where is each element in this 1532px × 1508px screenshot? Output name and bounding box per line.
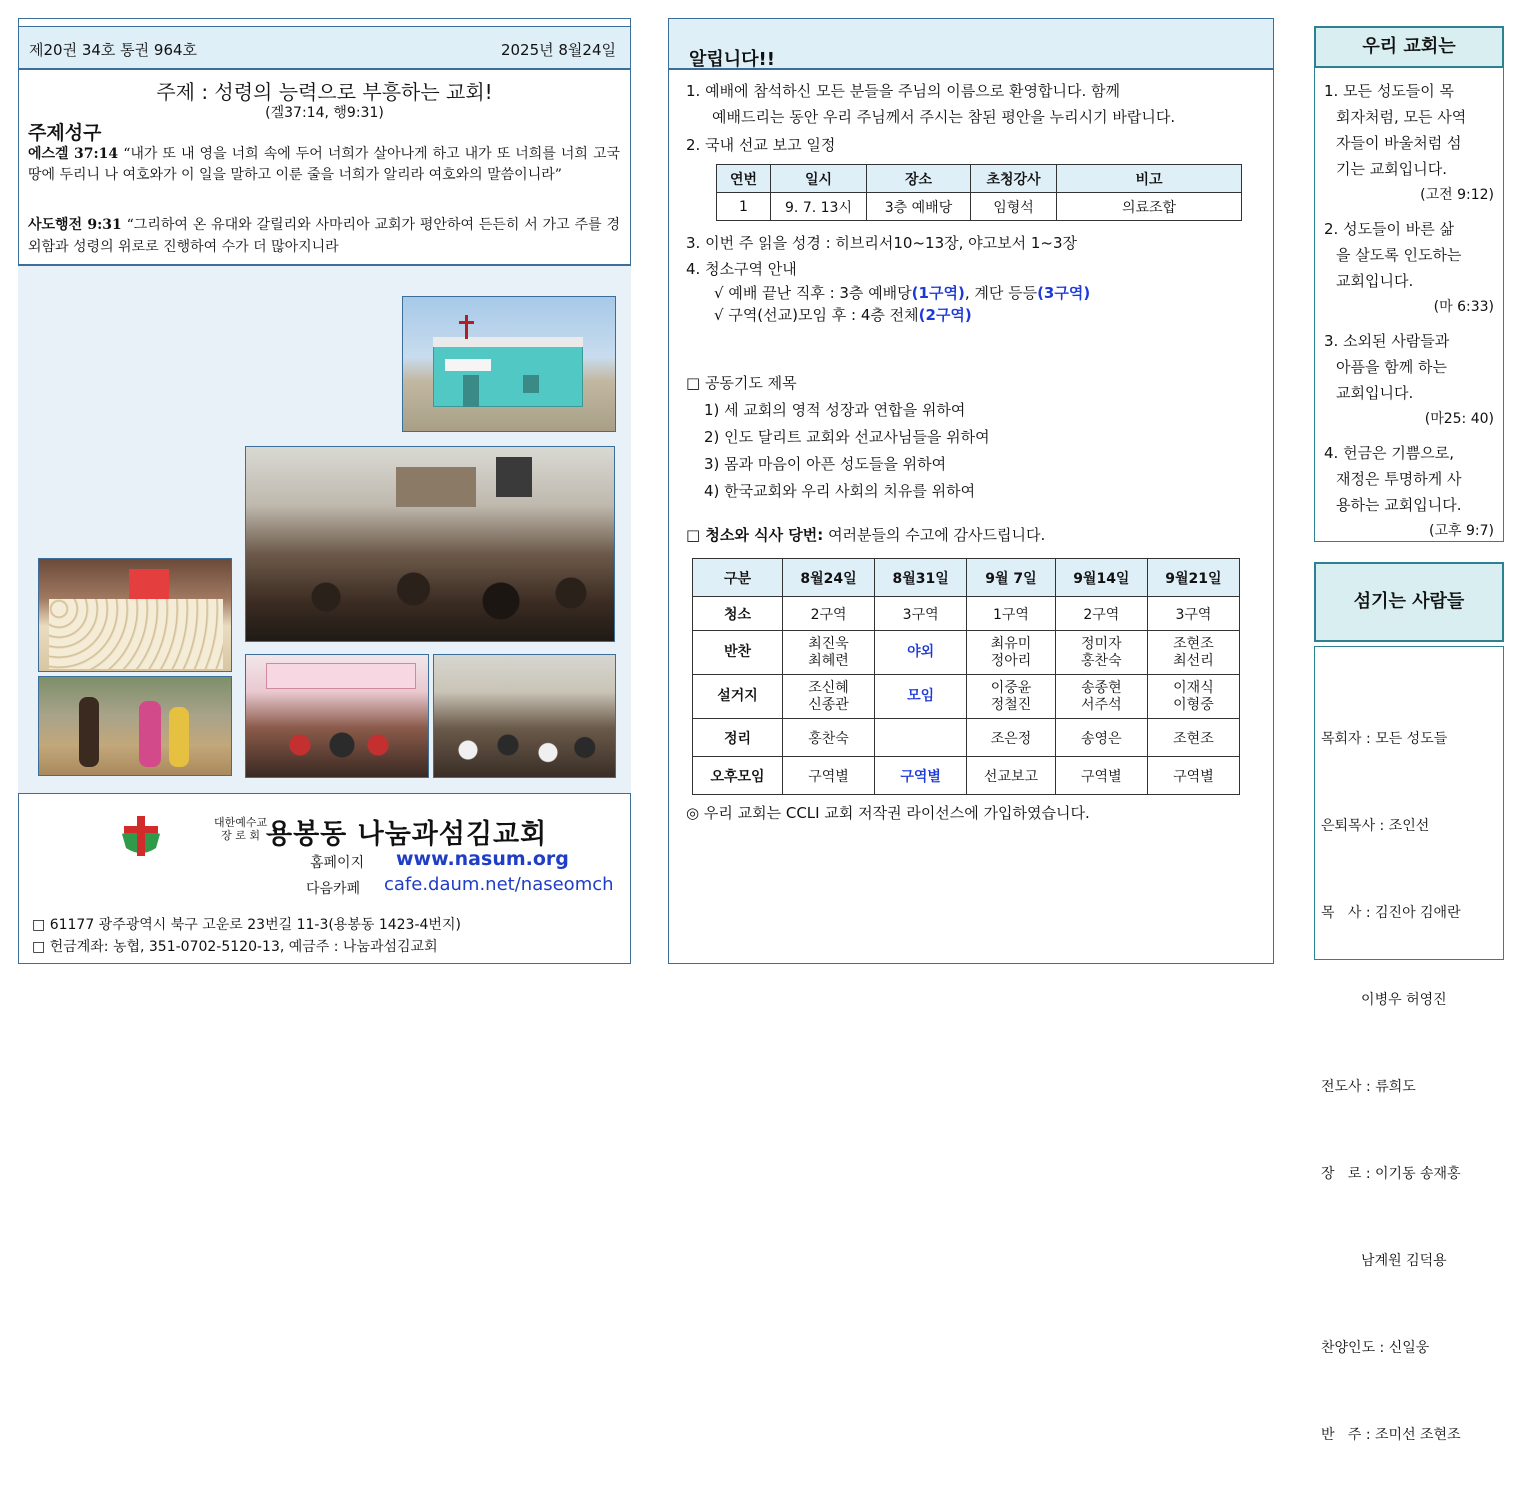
item-1-line-4: 기는 교회입니다.: [1336, 160, 1447, 178]
duty-roster-table: [692, 558, 1240, 795]
duty-cell: 구역별: [875, 757, 967, 795]
list-item: 3) 몸과 마음이 아픈 성도들을 위하여: [704, 455, 947, 473]
table-row: [693, 757, 1240, 795]
list-item: 장 로 : 이기동 송재홍: [1321, 1166, 1461, 1182]
item-4-line-1: 4. 헌금은 기쁨으로,: [1324, 444, 1455, 462]
denomination-line-2: 장 로 회: [221, 829, 260, 842]
outreach-photo: [38, 676, 232, 776]
item-2-line-2: 을 살도록 인도하는: [1336, 246, 1462, 264]
table-row: [693, 597, 1240, 631]
our-church-header: [1314, 26, 1504, 68]
prayer-title: □ 공동기도 제목: [686, 374, 797, 392]
duty-cell: 구역별: [1147, 757, 1239, 795]
duty-cell: 모임: [875, 675, 967, 719]
duty-cell: 조신혜 신종관: [783, 675, 875, 719]
homepage-label: 홈페이지: [310, 855, 365, 871]
issue-header: [18, 26, 631, 70]
duty-cell: 송영은: [1055, 719, 1147, 757]
prayer-section: [686, 370, 1256, 505]
duty-cell: 야외: [875, 631, 967, 675]
notice-1-line-2: 예배드리는 동안 우리 주님께서 주시는 참된 평안을 누리시기 바랍니다.: [712, 108, 1176, 126]
table-row: [717, 193, 1242, 221]
notice-3-4: [686, 230, 1256, 326]
cafe-label: 다음카페: [306, 881, 361, 897]
mission-header-cell: 일시: [771, 165, 867, 193]
duty-table-header: [693, 559, 1240, 597]
list-item: [1324, 328, 1494, 432]
list-item: 반 주 : 조미선 조현조: [1321, 1427, 1461, 1443]
duty-cell: 홍찬숙: [783, 719, 875, 757]
item-3-ref: (마25: 40): [1424, 411, 1494, 427]
duty-cell: 최유미 정아리: [967, 631, 1056, 675]
duty-header-cell: 9월14일: [1055, 559, 1147, 597]
duty-cell: 정미자 홍찬숙: [1055, 631, 1147, 675]
mission-table-header: [717, 165, 1242, 193]
cleaning-1-text: √ 예배 끝난 직후 : 3층 예배당: [714, 284, 912, 302]
table-row: [693, 719, 1240, 757]
duty-row-label: 반찬: [693, 631, 783, 675]
issue-number: 제20권 34호 통권 964호: [29, 41, 198, 59]
mission-cell: 1: [717, 193, 771, 221]
account-text: 헌금계좌: 농협, 351-0702-5120-13, 예금주 : 나눔과섬김교회: [49, 939, 438, 955]
verse-2-text: “그리하여 온 유대와 갈릴리와 사마리아 교회가 평안하여 든든히 서 가고 주를 경외함과 성령의 위로로 진행하여 수가 더 많아지니라: [28, 217, 620, 255]
cleaning-1-zone-b: (3구역): [1037, 284, 1091, 302]
denomination: [214, 816, 267, 842]
list-item: 전도사 : 류희도: [1321, 1079, 1416, 1095]
mission-header-cell: 초청강사: [971, 165, 1057, 193]
item-3-line-2: 아픔을 함께 하는: [1336, 358, 1447, 376]
duty-title: □ 청소와 식사 당번:: [686, 526, 824, 544]
rice-bags-photo: [38, 558, 232, 672]
duty-cell: 최진욱 최혜련: [783, 631, 875, 675]
list-item: 2) 인도 달리트 교회와 선교사님들을 위하여: [704, 428, 990, 446]
table-row: [693, 631, 1240, 675]
servants-header: [1314, 562, 1504, 642]
duty-cell: 송종현 서주석: [1055, 675, 1147, 719]
table-row: [693, 675, 1240, 719]
address-text: 61177 광주광역시 북구 고운로 23번길 11-3(용봉동 1423-4번지): [49, 917, 461, 933]
list-item: 4) 한국교회와 우리 사회의 치유를 위하여: [704, 482, 976, 500]
duty-row-label: 설거지: [693, 675, 783, 719]
item-3-line-1: 3. 소외된 사람들과: [1324, 332, 1450, 350]
cleaning-2-text: √ 구역(선교)모임 후 : 4층 전체: [714, 306, 919, 324]
duty-cell: 이중윤 정철진: [967, 675, 1056, 719]
verse-1-ref: 에스겔 37:14: [28, 146, 119, 162]
duty-header-cell: 9월 7일: [967, 559, 1056, 597]
item-1-ref: (고전 9:12): [1420, 187, 1494, 203]
duty-heading: [686, 524, 1045, 545]
cleaning-line-1: [686, 282, 1256, 304]
list-item: 찬양인도 : 신일웅: [1321, 1340, 1430, 1356]
duty-cell: 구역별: [783, 757, 875, 795]
mission-header-cell: 장소: [867, 165, 971, 193]
list-item: 은퇴목사 : 조인선: [1321, 818, 1430, 834]
duty-cell: 구역별: [1055, 757, 1147, 795]
duty-cell: 선교보고: [967, 757, 1056, 795]
servants-title: 섬기는 사람들: [1353, 591, 1465, 612]
duty-row-label: 오후모임: [693, 757, 783, 795]
mission-header-cell: 비고: [1057, 165, 1242, 193]
duty-cell: 조현조 최선리: [1147, 631, 1239, 675]
our-church-title: 우리 교회는: [1362, 36, 1456, 57]
duty-row-label: 정리: [693, 719, 783, 757]
photo-collage: [18, 266, 631, 794]
duty-cell: 조현조: [1147, 719, 1239, 757]
list-item: 이병우 허영진: [1321, 992, 1447, 1008]
worship-service-photo: [245, 446, 615, 642]
item-4-ref: (고후 9:7): [1429, 523, 1494, 539]
cleaning-1-mid: , 계단 등등: [964, 284, 1038, 302]
list-item: [1324, 78, 1494, 208]
item-1-line-1: 1. 모든 성도들이 목: [1324, 82, 1455, 100]
duty-cell: 조은정: [967, 719, 1056, 757]
servants-list: [1321, 667, 1461, 1508]
duty-cell: 이재식 이형중: [1147, 675, 1239, 719]
item-3-line-3: 교회입니다.: [1336, 384, 1414, 402]
church-logo: [116, 814, 166, 862]
our-church-list: [1324, 78, 1494, 544]
notice-1: [686, 78, 1256, 158]
verse-2: [28, 214, 620, 258]
list-item: 1) 세 교회의 영적 성장과 연합을 위하여: [704, 401, 966, 419]
mission-cell: 9. 7. 13시: [771, 193, 867, 221]
children-gathering-photo: [433, 654, 616, 778]
mission-schedule-table: [716, 164, 1242, 221]
notice-4: 4. 청소구역 안내: [686, 260, 797, 278]
issue-date: 2025년 8월24일: [500, 41, 616, 59]
notices-title: 알립니다!!: [689, 49, 775, 70]
duty-cell: 3구역: [1147, 597, 1239, 631]
item-2-ref: (마 6:33): [1433, 299, 1494, 315]
verse-1-text: “내가 또 내 영을 너희 속에 두어 너희가 살아나게 하고 내가 또 너희를 너희 고국 땅에 두리니 나 여호와가 이 일을 말하고 이룬 줄을 너희가 알리라 여호와의 말씀이니라”: [28, 146, 620, 183]
item-4-line-2: 재정은 투명하게 사: [1336, 470, 1462, 488]
cleaning-line-2: [686, 304, 1256, 326]
scripture-heading: 주제성구: [28, 122, 102, 144]
denomination-line-1: 대한예수교: [214, 816, 268, 829]
ccli-notice: ◎ 우리 교회는 CCLI 교회 저작권 라이선스에 가입하였습니다.: [686, 804, 1090, 822]
notice-2: 2. 국내 선교 보고 일정: [686, 136, 836, 154]
cleaning-2-zone: (2구역): [918, 306, 972, 324]
duty-cell: [875, 719, 967, 757]
theme-section: [18, 70, 631, 266]
item-1-line-2: 회자처럼, 모든 사역: [1336, 108, 1467, 126]
list-item: [1324, 440, 1494, 544]
notice-3: 3. 이번 주 읽을 성경 : 히브리서10~13장, 야고보서 1~3장: [686, 234, 1078, 252]
duty-cell: 3구역: [875, 597, 967, 631]
duty-cell: 2구역: [783, 597, 875, 631]
mission-cell: 3층 예배당: [867, 193, 971, 221]
church-name: 용봉동 나눔과섬김교회: [266, 819, 548, 850]
notices-header: [668, 18, 1274, 70]
duty-header-cell: 8월24일: [783, 559, 875, 597]
duty-header-cell: 구분: [693, 559, 783, 597]
list-item: 남계원 김덕용: [1321, 1253, 1447, 1269]
church-info: [18, 794, 631, 964]
verse-2-ref: 사도행전 9:31: [28, 217, 122, 233]
list-item: 목회자 : 모든 성도들: [1321, 731, 1448, 747]
mission-cell: 의료조합: [1057, 193, 1242, 221]
homepage-link[interactable]: www.nasum.org: [396, 848, 569, 870]
item-1-line-3: 자들이 바울처럼 섬: [1336, 134, 1462, 152]
mission-cell: 임형석: [971, 193, 1057, 221]
notice-1-line-1: 1. 예배에 참석하신 모든 분들을 주님의 이름으로 환영합니다. 함께: [686, 82, 1120, 100]
duty-row-label: 청소: [693, 597, 783, 631]
list-item: 목 사 : 김진아 김애란: [1321, 905, 1461, 921]
offering-account: □ 헌금계좌: 농협, 351-0702-5120-13, 예금주 : 나눔과섬김교회: [32, 939, 438, 955]
verse-1: [28, 144, 620, 186]
duty-thanks: 여러분들의 수고에 감사드립니다.: [828, 526, 1046, 544]
theme-refs: (겔37:14, 행9:31): [265, 105, 384, 121]
item-2-line-3: 교회입니다.: [1336, 272, 1414, 290]
servants-box: [1314, 646, 1504, 1443]
mission-header-cell: 연번: [717, 165, 771, 193]
cleaning-1-zone-a: (1구역): [911, 284, 965, 302]
duty-header-cell: 9월21일: [1147, 559, 1239, 597]
duty-cell: 2구역: [1055, 597, 1147, 631]
theme-title: 주제 : 성령의 능력으로 부흥하는 교회!: [156, 80, 493, 104]
duty-header-cell: 8월31일: [875, 559, 967, 597]
duty-cell: 1구역: [967, 597, 1056, 631]
list-item: [1324, 216, 1494, 320]
church-building-photo: [402, 296, 616, 432]
cafe-link[interactable]: cafe.daum.net/naseomch: [384, 874, 614, 895]
item-4-line-3: 용하는 교회입니다.: [1336, 496, 1462, 514]
church-address: □ 61177 광주광역시 북구 고운로 23번길 11-3(용봉동 1423-4번지): [32, 917, 461, 933]
kitchen-volunteers-photo: [245, 654, 429, 778]
item-2-line-1: 2. 성도들이 바른 삶: [1324, 220, 1455, 238]
